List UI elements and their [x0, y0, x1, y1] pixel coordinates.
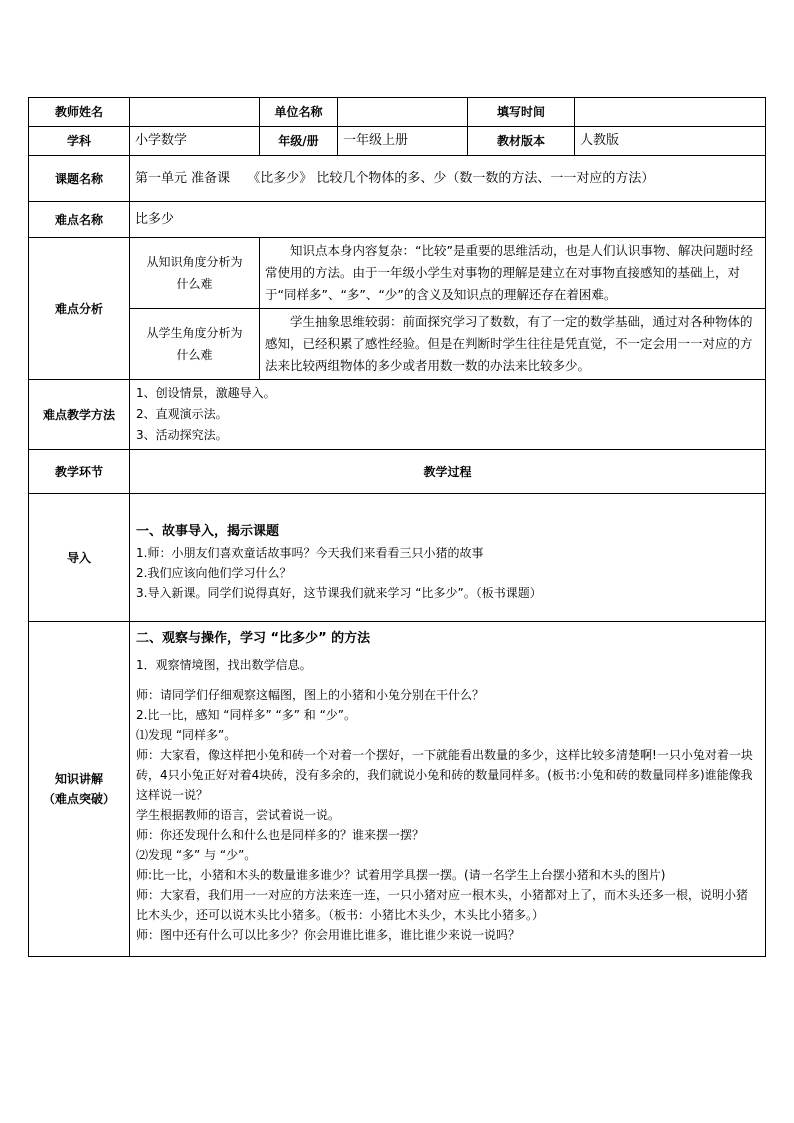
analysis-label: 难点分析 [29, 238, 130, 380]
header-row-1 [29, 98, 766, 127]
blank-gap [136, 675, 759, 685]
knowledge-angle-label: 从知识角度分析为什么难 [130, 238, 260, 309]
intro-content [130, 494, 766, 622]
explain-line: 2.比一比，感知 “同样多” “多” 和 “少”。 [136, 708, 357, 722]
difficulty-row [29, 202, 766, 238]
explain-content [130, 622, 766, 957]
grade-value: 一年级上册 [338, 127, 468, 156]
explain-line: 师:比一比，小猪和木头的数量谁多谁少？试着用学具摆一摆。(请一名学生上台摆小猪和木头的图片) [136, 868, 666, 882]
edition-value: 人教版 [575, 127, 766, 156]
grade-label: 年级/册 [260, 127, 338, 156]
header-row-2 [29, 127, 766, 156]
method-item: 2、直观演示法。 [136, 407, 228, 421]
explain-line: 1．观察情境图，找出数学信息。 [136, 658, 312, 672]
intro-line: 1.师：小朋友们喜欢童话故事吗？今天我们来看看三只小猪的故事 [136, 545, 484, 560]
intro-line: 2.我们应该向他们学习什么？ [136, 565, 292, 580]
analysis-row-student [29, 309, 766, 380]
teacher-name-label: 教师姓名 [29, 98, 130, 127]
method-item: 3、活动探究法。 [136, 428, 228, 442]
explain-line: 师：你还发现什么和什么也是同样多的？谁来摆一摆？ [136, 828, 425, 842]
lesson-title-value: 第一单元 准备课 《比多少》 比较几个物体的多、少（数一数的方法、一一对应的方法） [130, 156, 766, 202]
subject-value: 小学数学 [130, 127, 260, 156]
intro-line: 3.导入新课。同学们说得真好，这节课我们就来学习 “比多少”。（板书课题） [136, 585, 542, 600]
intro-heading: 一、故事导入，揭示课题 [136, 523, 280, 539]
explain-line: 师：大家看，像这样把小兔和砖一个对着一个摆好，一下就能看出数量的多少，这样比较多清楚啊!一只小兔对着一块砖，4只小兔正好对着4块砖，没有多余的，我们就说小兔和砖的数量同样多。(板书:小兔和砖的数量同样多)谁能像我这样说一说？ [136, 748, 753, 802]
edition-label: 教材版本 [468, 127, 575, 156]
stage-label: 教学环节 [29, 450, 130, 494]
explain-line: 师：请同学们仔细观察这幅图，图上的小猪和小兔分别在干什么？ [136, 688, 485, 702]
student-angle-label: 从学生角度分析为什么难 [130, 309, 260, 380]
explain-label [29, 622, 130, 957]
process-label: 教学过程 [130, 450, 766, 494]
methods-row [29, 380, 766, 450]
fill-time-label: 填写时间 [468, 98, 575, 127]
explain-line: 师：图中还有什么可以比多少？你会用谁比谁多，谁比谁少来说一说吗？ [136, 928, 521, 942]
difficulty-label: 难点名称 [29, 202, 130, 238]
unit-name-value [338, 98, 468, 127]
methods-list [130, 380, 766, 450]
intro-label: 导入 [29, 494, 130, 622]
explain-line: 师：大家看，我们用一一对应的方法来连一连，一只小猪对应一根木头，小猪都对上了，而木头还多一根，说明小猪比木头少，还可以说木头比小猪多。（板书：小猪比木头少，木头比小猪多。） [136, 888, 749, 922]
lesson-plan-table [28, 97, 766, 957]
subject-label: 学科 [29, 127, 130, 156]
student-angle-text: 学生抽象思维较弱：前面探究学习了数数，有了一定的数学基础，通过对各种物体的感知，已经积累了感性经验。但是在判断时学生往往是凭直觉，不一定会用一一对应的方法来比较两组物体的多少或者用数一数的办法来比较多少。 [260, 309, 766, 380]
unit-name-label: 单位名称 [260, 98, 338, 127]
method-item: 1、创设情景，激趣导入。 [136, 386, 276, 400]
teacher-name-value [130, 98, 260, 127]
analysis-row-knowledge [29, 238, 766, 309]
explain-label-line2: （难点突破） [42, 792, 115, 806]
fill-time-value [575, 98, 766, 127]
difficulty-value: 比多少 [130, 202, 766, 238]
process-header-row [29, 450, 766, 494]
explain-line: ⑴发现 “同样多”。 [136, 728, 237, 742]
explain-line: 学生根据教师的语言，尝试着说一说。 [136, 808, 341, 822]
knowledge-angle-text: 知识点本身内容复杂：“比较”是重要的思维活动，也是人们认识事物、解决问题时经常使用的方法。由于一年级小学生对事物的理解是建立在对事物直接感知的基础上，对于“同样多”、“多”、“少”的含义及知识点的理解还存在着困难。 [260, 238, 766, 309]
lesson-title-row [29, 156, 766, 202]
intro-row [29, 494, 766, 622]
explain-row [29, 622, 766, 957]
explain-label-line1: 知识讲解 [54, 772, 103, 786]
methods-label: 难点教学方法 [29, 380, 130, 450]
lesson-title-label: 课题名称 [29, 156, 130, 202]
explain-heading: 二、观察与操作，学习 “比多少” 的方法 [136, 631, 371, 646]
explain-line: ⑵发现 “多” 与 “少”。 [136, 848, 257, 862]
